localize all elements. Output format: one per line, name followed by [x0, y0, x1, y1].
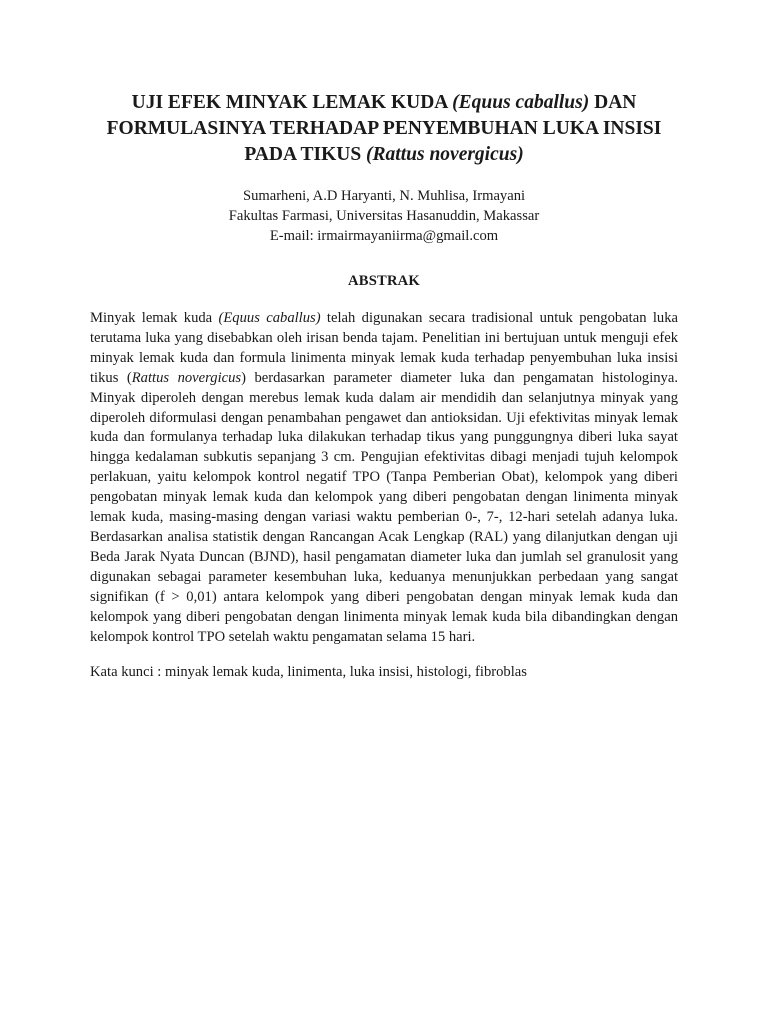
- paper-content: [90, 90, 678, 697]
- author-email: E-mail: irmairmayaniirma@gmail.com: [269, 228, 499, 244]
- title-species-2: (Rattus novergicus): [366, 144, 524, 165]
- abstract-body: [90, 309, 678, 647]
- author-names: Sumarheni, A.D Haryanti, N. Muhlisa, Irmayani: [242, 188, 526, 204]
- paper-title: [90, 90, 678, 168]
- abstract-species-1: (Equus caballus): [218, 310, 321, 326]
- author-affiliation: Fakultas Farmasi, Universitas Hasanuddin, Makassar: [228, 208, 540, 224]
- title-text-1: UJI EFEK MINYAK LEMAK KUDA: [131, 92, 453, 113]
- title-text-2: DAN FORMULASINYA TERHADAP PENYEMBUHAN LUKA INSISI PADA TIKUS: [106, 92, 662, 165]
- author-block: [90, 186, 678, 246]
- title-species-1: (Equus caballus): [452, 92, 590, 113]
- abstract-heading: ABSTRAK: [348, 273, 420, 289]
- abstract-text-1: Minyak lemak kuda: [90, 310, 219, 326]
- abstract-species-2: Rattus novergicus: [131, 369, 242, 386]
- abstract-text-3: ) berdasarkan parameter diameter luka dan pengamatan histologinya. Minyak diperoleh dengan merebus lemak kuda dalam air mendidih dan selanjutnya minyak yang diperoleh diformulasi dengan penambahan pengawet dan antioksidan. Uji efektivitas minyak lemak kuda dan formulanya terhadap luka dilakukan terhadap tikus yang punggungnya diberi luka sayat hingga kedalaman subkutis sepanjang 3 cm. Pengujian efektivitas dibagi menjadi tujuh kelompok perlakuan, yaitu kelompok kontrol negatif TPO (Tanpa Pemberian Obat), kelompok yang diberi pengobatan minyak lemak kuda dan kelompok yang diberi pengobatan dengan linimenta minyak lemak kuda, masing-masing dengan variasi waktu pemberian 0-, 7-, 12-hari setelah adanya luka. Berdasarkan analisa statistik dengan Rancangan Acak Lengkap (RAL) yang dilanjutkan dengan uji Beda Jarak Nyata Duncan (BJND), hasil pengamatan diameter luka dan jumlah sel granulosit yang digunakan sebagai parameter kesembuhan luka, keduanya menunjukkan perbedaan yang sangat signifikan (f > 0,01) antara kelompok yang diberi pengobatan dengan minyak lemak kuda dan kelompok yang diberi pengobatan dengan linimenta minyak lemak kuda bila dibandingkan dengan kelompok kontrol TPO setelah waktu pengamatan selama 15 hari.: [90, 369, 678, 645]
- keywords-line: Kata kunci : minyak lemak kuda, linimenta, luka insisi, histologi, fibroblas: [90, 664, 527, 680]
- abstract-text-2: telah digunakan secara tradisional untuk pengobatan luka terutama luka yang disebabkan oleh irisan benda tajam. Penelitian ini bertujuan untuk menguji efek minyak lemak kuda dan formula linimenta minyak lemak kuda terhadap penyembuhan luka insisi tikus (: [90, 310, 678, 386]
